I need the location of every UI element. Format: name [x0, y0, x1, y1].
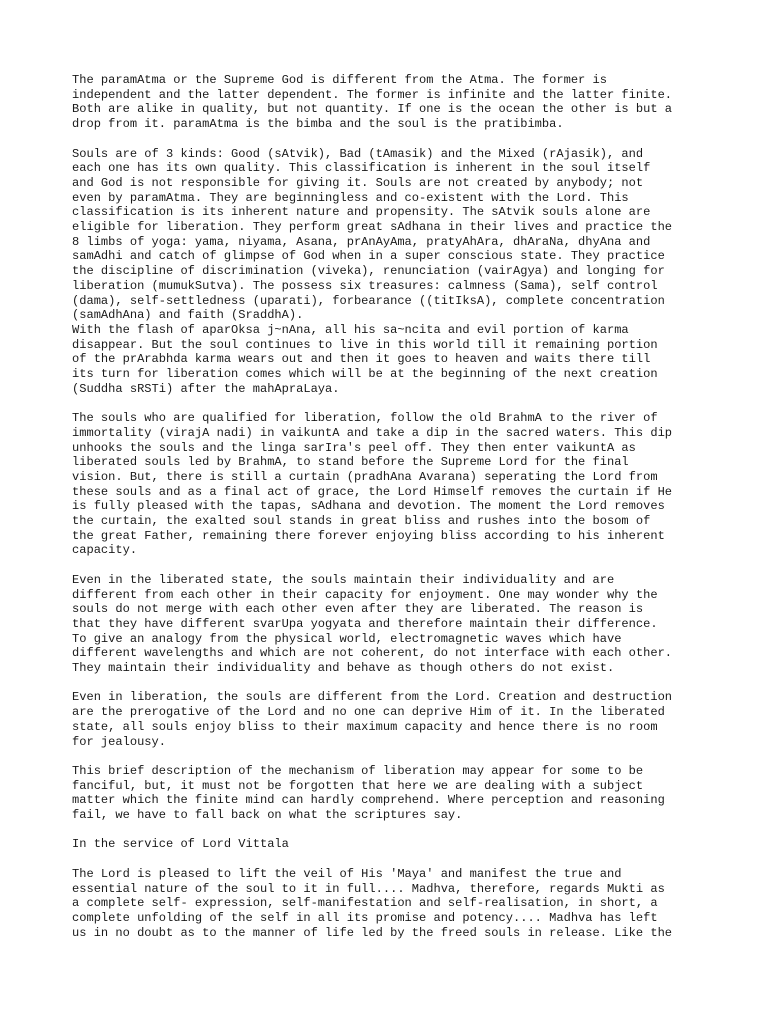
paragraph-individuality: Even in the liberated state, the souls maintain their individuality and are different from each other in their capacity for enjoyment. One may wonder why the souls do not merge with each other even after they are liberated. The reason is that they have different svarUpa yogyata and therefore maintain their difference. To give an analogy from the physical world, electromagnetic waves which have different wavelengths and which are not coherent, do not interface with each other. They maintain their individuality and behave as though others do not exist. — [72, 572, 673, 676]
paragraph-aparoksa-jnana: With the flash of aparOksa j~nAna, all his sa~ncita and evil portion of karma disappear. But the soul continues to live in this world till it remaining portion of the prArabhda karma wears out and then it goes to heaven and waits there till its turn for liberation comes which will be at the beginning of the next creation (Suddha sRSTi) after the mahApraLaya. — [72, 322, 658, 396]
document-body — [72, 73, 712, 940]
paragraph-liberation-path: The souls who are qualified for liberation, follow the old BrahmA to the river of immortality (virajA nadi) in vaikuntA and take a dip in the sacred waters. This dip unhooks the souls and the linga sarIra's peel off. They then enter vaikuntA as liberated souls led by BrahmA, to stand before the Supreme Lord for the final vision. But, there is still a curtain (pradhAna Avarana) seperating the Lord from these souls and as a final act of grace, the Lord Himself removes the curtain if He is fully pleased with the tapas, sAdhana and devotion. The moment the Lord removes the curtain, the exalted soul stands in great bliss and rushes into the bosom of the great Father, remaining there forever enjoying bliss according to his inherent capacity. — [72, 411, 673, 558]
paragraph-description-mechanism: This brief description of the mechanism of liberation may appear for some to be fanciful, but, it must not be forgotten that here we are dealing with a subject matter which the finite mind can hardly comprehend. Where perception and reasoning fail, we have to fall back on what the scriptures say. — [72, 763, 665, 823]
paragraph-different-from-lord: Even in liberation, the souls are different from the Lord. Creation and destruction are the prerogative of the Lord and no one can deprive Him of it. In the liberated state, all souls enjoy bliss to their maximum capacity and hence there is no room for jealousy. — [72, 690, 673, 749]
paragraph-souls-kinds: Souls are of 3 kinds: Good (sAtvik), Bad (tAmasik) and the Mixed (rAjasik), and each one has its own quality. This classification is inherent in the soul itself and God is not responsible for giving it. Souls are not created by anybody; not even by paramAtma. They are beginningless and co-existent with the Lord. This classification is its inherent nature and propensity. The sAtvik souls alone are eligible for liberation. They perform great sAdhana in their lives and practice the 8 limbs of yoga: yama, niyama, Asana, prAnAyAma, pratyAhAra, dhAraNa, dhyAna and samAdhi and catch of glimpse of God when in a super conscious state. They practice the discipline of discrimination (viveka), renunciation (vairAgya) and longing for liberation (mumukSutva). The possess six treasures: calmness (Sama), self control (dama), self-settledness (uparati), forbearance ((titIksA), complete concentration (samAdhAna) and faith (SraddhA). — [72, 146, 673, 323]
paragraph-service-heading: In the service of Lord Vittala — [72, 837, 289, 852]
paragraph-maya-veil: The Lord is pleased to lift the veil of His 'Maya' and manifest the true and essential nature of the soul to it in full.... Madhva, therefore, regards Mukti as a complete self- expression, self-manifestation and self-realisation, in short, a complete unfolding of the self in all its promise and potency.... Madhva has left us in no doubt as to the manner of life led by the freed souls in release. Like the — [72, 866, 673, 940]
paragraph-paramatma: The paramAtma or the Supreme God is different from the Atma. The former is independent and the latter dependent. The former is infinite and the latter finite. Both are alike in quality, but not quantity. If one is the ocean the other is but a drop from it. paramAtma is the bimba and the soul is the pratibimba. — [72, 73, 673, 132]
